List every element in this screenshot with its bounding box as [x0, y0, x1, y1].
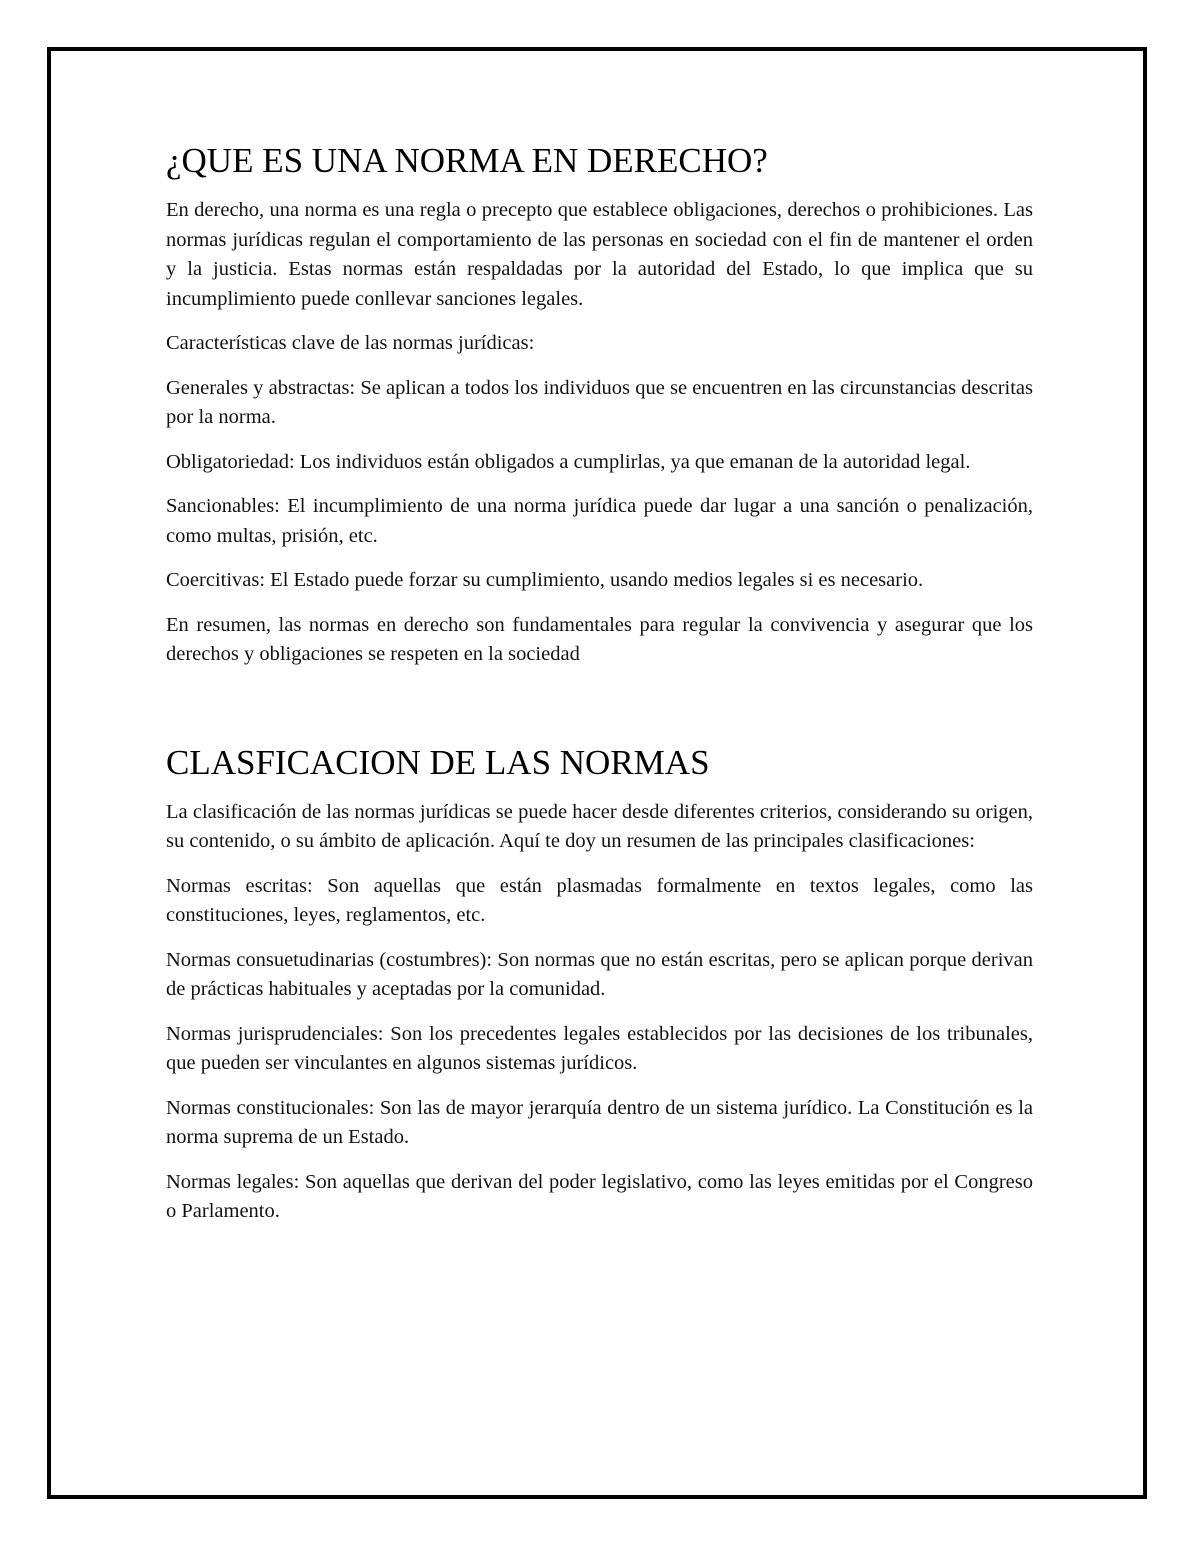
paragraph-normas-legales: Normas legales: Son aquellas que derivan del poder legislativo, como las leyes emitidas por el Congreso o Parlamento. [166, 1170, 1033, 1222]
paragraph-normas-jurisprudenciales: Normas jurisprudenciales: Son los precedentes legales establecidos por las decisiones de los tribunales, que pueden ser vinculantes en algunos sistemas jurídicos. [166, 1022, 1033, 1074]
paragraph-resumen: En resumen, las normas en derecho son fundamentales para regular la convivencia y asegurar que los derechos y obligaciones se respeten en la sociedad [166, 613, 1033, 665]
section-title-que-es-norma: ¿QUE ES UNA NORMA EN DERECHO? [166, 141, 768, 180]
section-title-clasificacion: CLASFICACION DE LAS NORMAS [166, 742, 710, 782]
paragraph-obligatoriedad: Obligatoriedad: Los individuos están obligados a cumplirlas, ya que emanan de la autoridad legal. [166, 450, 971, 473]
paragraph-normas-consuetudinarias: Normas consuetudinarias (costumbres): Son normas que no están escritas, pero se aplican porque derivan de prácticas habituales y aceptadas por la comunidad. [166, 948, 1033, 1000]
paragraph-clasificacion-intro: La clasificación de las normas jurídicas se puede hacer desde diferentes criterios, considerando su origen, su contenido, o su ámbito de aplicación. Aquí te doy un resumen de las principales clasificaciones: [166, 800, 1033, 852]
paragraph-definicion: En derecho, una norma es una regla o precepto que establece obligaciones, derechos o prohibiciones. Las normas jurídicas regulan el comportamiento de las personas en sociedad con el fin de mantener el orden y la justicia. Estas normas están respaldadas por la autoridad del Estado, lo que implica que su incumplimiento puede conllevar sanciones legales. [166, 199, 1033, 310]
paragraph-normas-escritas: Normas escritas: Son aquellas que están plasmadas formalmente en textos legales, como las constituciones, leyes, reglamentos, etc. [166, 874, 1033, 926]
paragraph-coercitivas: Coercitivas: El Estado puede forzar su cumplimiento, usando medios legales si es necesario. [166, 569, 924, 591]
paragraph-normas-constitucionales: Normas constitucionales: Son las de mayor jerarquía dentro de un sistema jurídico. La Constitución es la norma suprema de un Estado. [166, 1096, 1033, 1148]
paragraph-sancionables: Sancionables: El incumplimiento de una norma jurídica puede dar lugar a una sanción o penalización, como multas, prisión, etc. [166, 495, 1033, 547]
paragraph-caracteristicas-intro: Características clave de las normas jurídicas: [166, 332, 535, 354]
paragraph-generales-abstractas: Generales y abstractas: Se aplican a todos los individuos que se encuentren en las circunstancias descritas por la norma. [166, 376, 1033, 428]
document-body [166, 140, 1033, 1242]
